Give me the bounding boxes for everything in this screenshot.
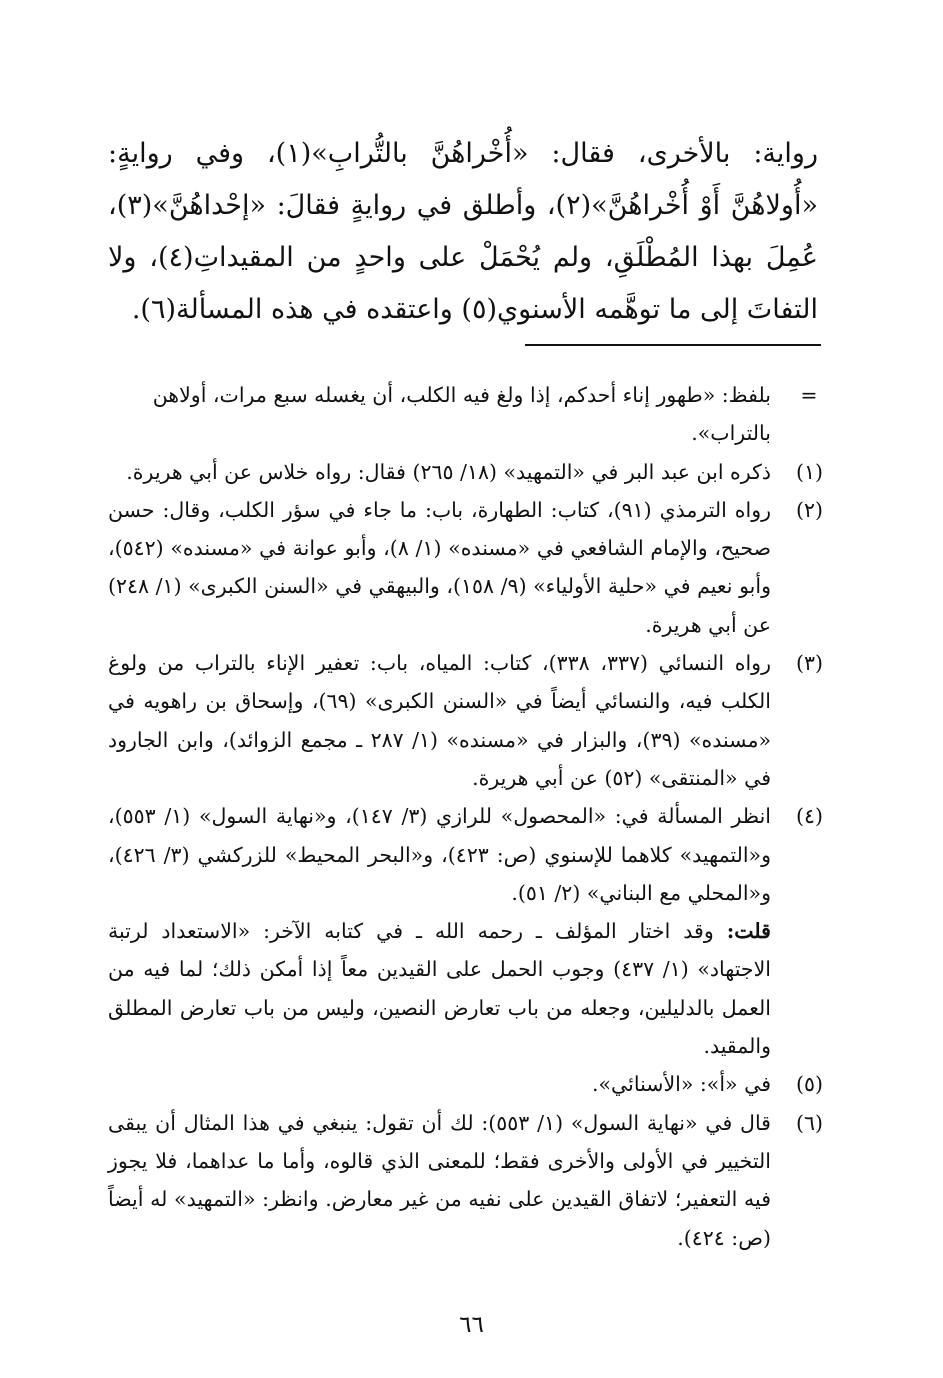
footnote-5 [108, 1065, 823, 1103]
footnote-2 [108, 491, 823, 644]
footnote-3 [108, 644, 823, 797]
footnote-4 [108, 797, 823, 1065]
footnote-number: (١) [795, 459, 823, 484]
footnote-text: قال في «نهاية السول» (١/ ٥٥٣): لك أن تقول: ينبغي في هذا المثال أن يبقى التخيير في الأولى والأخرى فقط؛ للمعنى الذي قالوه، وأما ما عداهما، فلا يجوز فيه التعفير؛ لاتفاق القيدين على نفيه من غير معارض. وانظر: «التمهيد» له أيضاً (ص: ٤٢٤). [108, 1110, 771, 1250]
footnote-number: (٣) [795, 651, 823, 676]
footnote-number: (٢) [795, 497, 823, 522]
footnote-1 [108, 453, 823, 491]
footnote-text: ذكره ابن عبد البر في «التمهيد» (١٨/ ٢٦٥) فقال: رواه خلاس عن أبي هريرة. [126, 459, 771, 484]
comment-label: قلت: [726, 919, 771, 944]
footnote-text: انظر المسألة في: «المحصول» للرازي (٣/ ١٤٧)، و«نهاية السول» (١/ ٥٥٣)، و«التمهيد» كلاهما للإسنوي (ص: ٤٢٣)، و«البحر المحيط» للزركشي (٣/ ٤٢٦)، و«المحلي مع البناني» (٢/ ٥١). [108, 804, 771, 905]
page-number: ٦٦ [459, 1312, 484, 1338]
footnote-text: رواه النسائي (٣٣٧، ٣٣٨)، كتاب: المياه، باب: تعفير الإناء بالتراب من ولوغ الكلب فيه، والنسائي أيضاً في «السنن الكبرى» (٦٩)، وإسحاق بن راهويه في «مسنده» (٣٩)، والبزار في «مسنده» (١/ ٢٨٧ ـ مجمع الزوائد)، وابن الجارود في «المنتقى» (٥٢) عن أبي هريرة. [108, 651, 771, 790]
footnotes [108, 376, 823, 1257]
main-paragraph: رواية: بالأخرى، فقال: «أُخْراهُنَّ بالتُّرابِ»(١)، وفي روايةٍ: «أُولاهُنَّ أَوْ أُخْراهُنَّ»(٢)، وأطلق في روايةٍ فقالَ: «إحْداهُنَّ»(٣)، عُمِلَ بهذا المُطْلَقِ، ولم يُحْمَلْ على واحدٍ من المقيداتِ(٤)، ولا التفاتَ إلى ما توهَّمه الأسنوي(٥) واعتقده في هذه المسألة(٦). [108, 138, 819, 325]
footnote-text: رواه الترمذي (٩١)، كتاب: الطهارة، باب: ما جاء في سؤر الكلب، وقال: حسن صحيح، والإمام الشافعي في «مسنده» (١/ ٨)، وأبو عوانة في «مسنده» (٥٤٢)، وأبو نعيم في «حلية الأولياء» (٩/ ١٥٨)، والبيهقي في «السنن الكبرى» (١/ ٢٤٨) عن أبي هريرة. [108, 497, 771, 637]
footnote-continued [108, 376, 823, 453]
author-comment [108, 912, 771, 1065]
main-text [108, 128, 818, 336]
footnote-number: (٥) [795, 1072, 823, 1097]
comment-text: وقد اختار المؤلف ـ رحمه الله ـ في كتابه الآخر: «الاستعداد لرتبة الاجتهاد» (١/ ٤٣٧) وجوب الحمل على القيدين معاً إذا أمكن ذلك؛ لما فيه من العمل بالدليلين، وجعله من باب تعارض النصين، وليس من باب تعارض المطلق والمقيد. [108, 919, 771, 1059]
continued-text: بلفظ: «طهور إناء أحدكم، إذا ولغ فيه الكلب، أن يغسله سبع مرات، أولاهن بالتراب». [152, 383, 771, 446]
footnote-separator [525, 344, 821, 346]
footnote-text: في «أ»: «الأسنائي». [592, 1072, 771, 1097]
footnote-number: (٤) [795, 804, 823, 829]
footnote-number: (٦) [795, 1110, 823, 1135]
footnote-6 [108, 1104, 823, 1257]
continuation-marker: = [800, 383, 818, 407]
